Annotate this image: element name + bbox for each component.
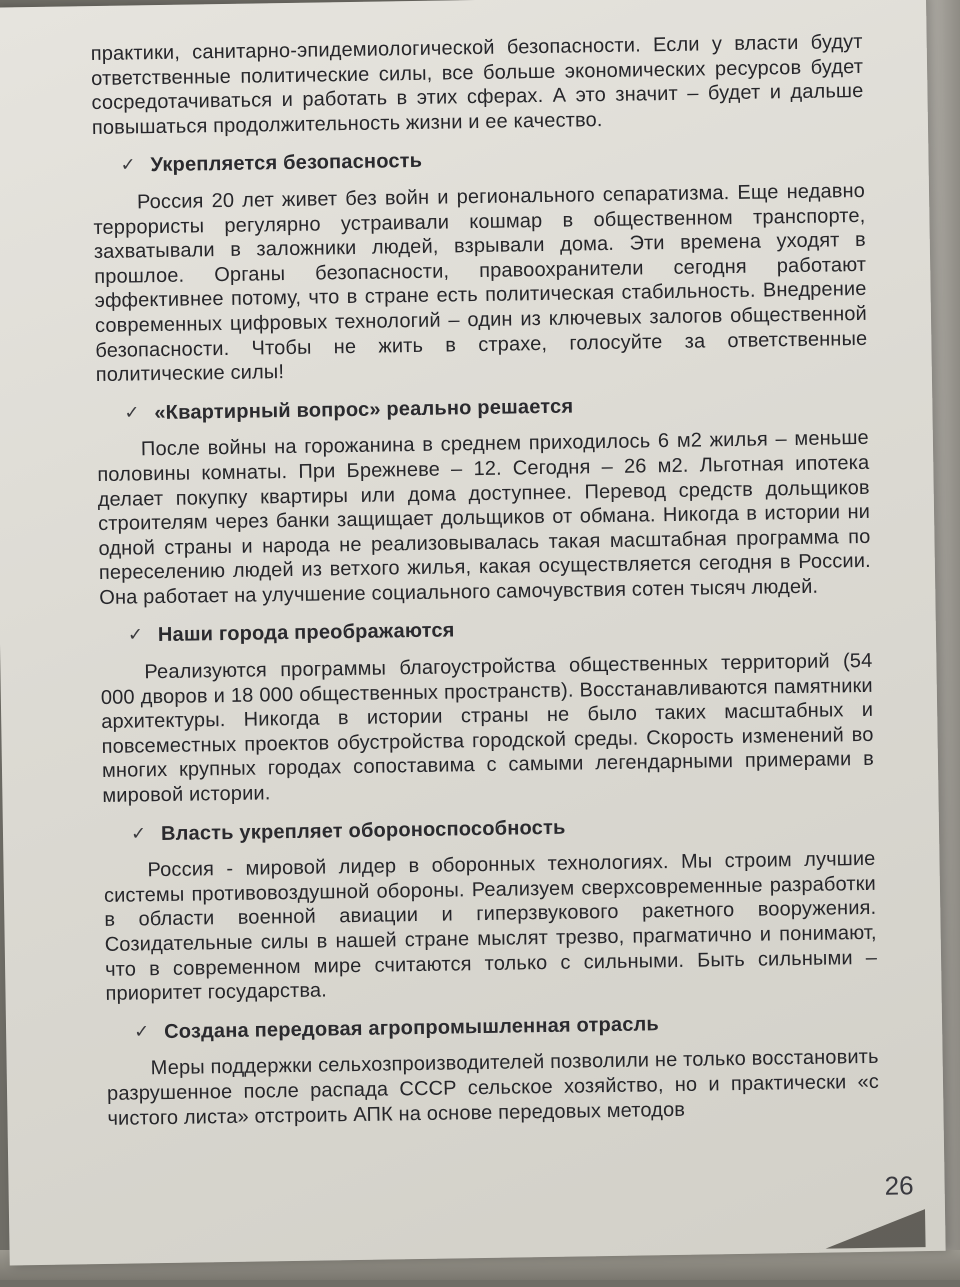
intro-paragraph: практики, санитарно-эпидемиологической безопасности. Если у власти будут ответственные политические силы, все больше экономических ресурсов будет сосредотачиваться и работать в этих сферах. А это значит – будет и дальше повышаться продолжительность жизни и ее качество. — [90, 30, 864, 139]
section-heading-housing — [124, 390, 868, 426]
check-icon: ✓ — [127, 624, 144, 646]
section-heading-label: Укрепляется безопасность — [150, 150, 423, 177]
section-paragraph-security: Россия 20 лет живет без войн и регионального сепаратизма. Еще недавно террористы регулярно устраивали кошмар в общественном транспорте, захватывали в заложники людей, взрывали дома. Эти времена уходят в прошлое. Органы безопасности, правоохранители сегодня работают эффективнее потому, что в стране есть политическая стабильность. Внедрение современных цифровых технологий – один из ключевых залогов общественной безопасности. Чтобы не жить в страхе, голосуйте за ответственные политические силы! — [93, 179, 868, 387]
section-paragraph-housing: После войны на горожанина в среднем приходилось 6 м2 жилья – меньше половины комнаты. При Брежневе – 12. Сегодня – 26 м2. Льготная ипотека делает покупку квартиры или дома доступнее. Перевод средств дольщиков строителям через банки защищает дольщиков от обмана. Никогда в истории ни одной страны и народа не реализовывалась такая масштабная программа по переселению людей из ветхого жилья, какая осуществляется сегодня в России. Она работает на улучшение социального самочувствия сотен тысяч людей. — [97, 427, 871, 609]
section-paragraph-agriculture: Меры поддержки сельхозпроизводителей позволили не только восстановить разрушенное после распада СССР сельское хозяйство, но и практически «с чистого листа» отстроить АПК на основе передовых методов — [106, 1046, 880, 1130]
check-icon: ✓ — [124, 402, 140, 424]
check-icon: ✓ — [120, 154, 136, 176]
check-icon: ✓ — [133, 1021, 150, 1043]
section-heading-label: Создана передовая агропромышленная отрасль — [163, 1013, 660, 1043]
section-paragraph-cities: Реализуются программы благоустройства общественных территорий (54 000 дворов и 18 000 общественных пространств). Восстанавливаются памятники архитектуры. Никогда в истории страны не было таких масштабных и повсеместных проектов обустройства городской среды. Скорость изменений во многих крупных городах сопоставима с самыми легендарными примерами в мировой истории. — [100, 649, 875, 807]
section-paragraph-defense: Россия - мировой лидер в оборонных технологиях. Мы строим лучшие системы противовоздушной обороны. Реализуем сверхсовременные разработки в области военной авиации и гиперзвукового ракетного вооружения. Созидательные силы в нашей стране мыслят трезво, прагматично и понимают, что в современном мире считаются только с сильными. Быть сильными – приоритет государства. — [103, 848, 878, 1006]
page-number: 26 — [884, 1170, 914, 1201]
section-heading-label: Наши города преображаются — [157, 619, 455, 647]
section-heading-cities — [128, 612, 872, 648]
section-heading-label: Власть укрепляет обороноспособность — [160, 816, 566, 845]
page-content — [91, 30, 880, 1131]
page-curl — [825, 1209, 926, 1249]
check-icon: ✓ — [130, 822, 147, 845]
section-heading-label: «Квартирный вопрос» реально решается — [154, 395, 574, 424]
section-heading-defense — [131, 810, 875, 846]
section-heading-agriculture — [134, 1009, 878, 1045]
section-heading-security — [120, 142, 864, 178]
